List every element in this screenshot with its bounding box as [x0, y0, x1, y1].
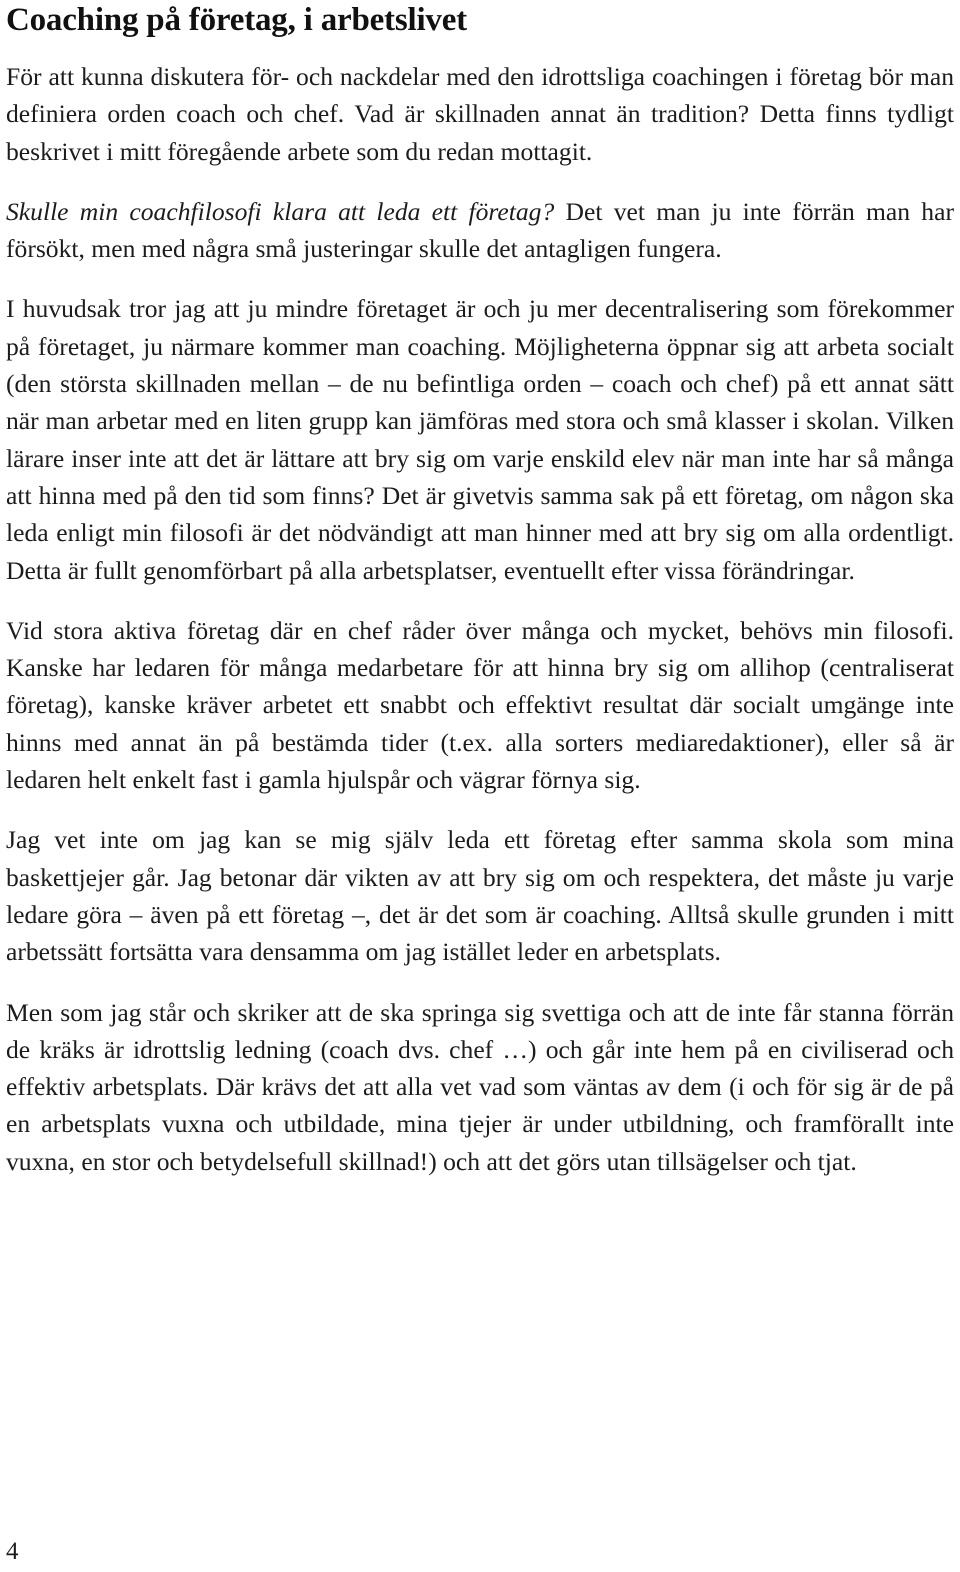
document-page: [6, 0, 954, 1180]
paragraph-large-companies: Vid stora aktiva företag där en chef råder över många och mycket, behövs min filosofi. Kanske har ledaren för många medarbetare för att hinna bry sig om allihop (centraliserat företag), kanske kräver arbetet ett snabbt och effektivt resultat där socialt umgänge inte hinns med annat än på bestämda tider (t.ex. alla sorters mediaredaktioner), eller så är ledaren helt enkelt fast i gamla hjulspår och vägrar förnya sig.: [6, 615, 954, 795]
paragraph-coach-philosophy-text: Det vet man ju inte förrän man har försökt, men med några små justeringar skulle det antagligen fungera.: [6, 196, 954, 264]
paragraph-self-reflection: Jag vet inte om jag kan se mig själv leda ett företag efter samma skola som mina baskettjejer går. Jag betonar där vikten av att bry sig om och respektera, det måste ju varje ledare göra – även på ett företag –, det är det som är coaching. Alltså skulle grunden i mitt arbetssätt fortsätta vara densamma om jag istället leder en arbetsplats.: [6, 825, 954, 967]
paragraph-definitions: För att kunna diskutera för- och nackdelar med den idrottsliga coachingen i företag bör man definiera orden coach och chef. Vad är skillnaden annat än tradition? Detta finns tydligt beskrivet i mitt föregående arbete som du redan mottagit.: [6, 62, 954, 166]
italic-question: Skulle min coachfilosofi klara att leda ett företag?: [6, 196, 555, 226]
page-number: 4: [6, 1538, 19, 1565]
paragraph-coach-philosophy: [6, 193, 954, 268]
section-title: Coaching på företag, i arbetslivet: [6, 2, 467, 38]
paragraph-sports-vs-workplace: Men som jag står och skriker att de ska springa sig svettiga och att de inte får stanna förrän de kräks är idrottslig ledning (coach dvs. chef …) och går inte hem på en civiliserad och effektiv arbetsplats. Där krävs det att alla vet vad som väntas av dem (i och för sig är de på en arbetsplats vuxna och utbildade, mina tjejer är under utbildning, och framförallt inte vuxna, en stor och betydelsefull skillnad!) och att det görs utan tillsägelser och tjat.: [6, 997, 954, 1176]
paragraph-small-companies: I huvudsak tror jag att ju mindre företaget är och ju mer decentralisering som förekommer på företaget, ju närmare kommer man coaching. Möjligheterna öppnar sig att arbeta socialt (den största skillnaden mellan – de nu befintliga orden – coach och chef) på ett annat sätt när man arbetar med en liten grupp kan jämföras med stora och små klasser i skolan. Vilken lärare inser inte att det är lättare att bry sig om varje enskild elev när man inte har så många att hinna med på den tid som finns? Det är givetvis samma sak på ett företag, om någon ska leda enligt min filosofi är det nödvändigt att man hinner med att bry sig om alla ordentligt. Detta är fullt genomförbart på alla arbetsplatser, eventuellt efter vissa förändringar.: [6, 294, 954, 585]
